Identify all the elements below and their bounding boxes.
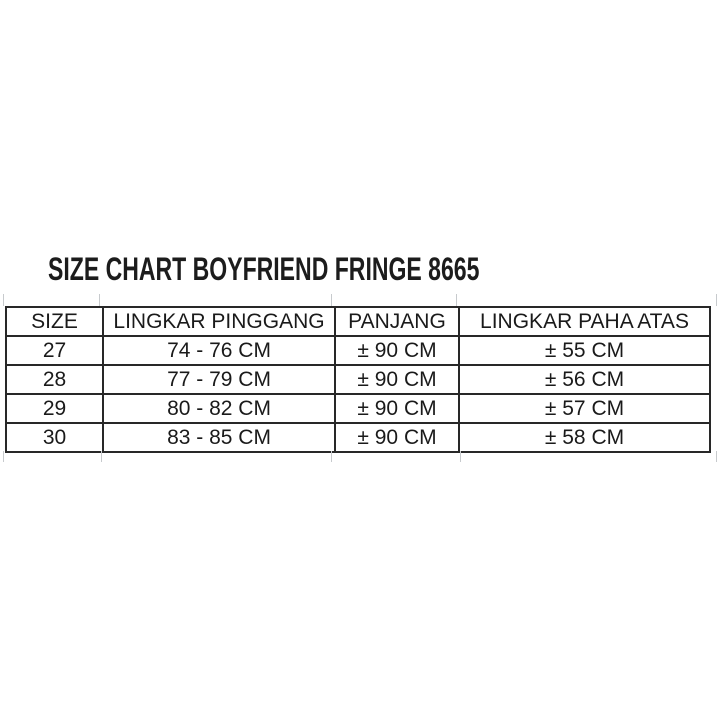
- table-row: [6, 394, 710, 423]
- header-cell-thigh: LINGKAR PAHA ATAS: [459, 307, 710, 336]
- cell-length: ± 90 CM: [335, 394, 459, 423]
- gridline-stub: [99, 294, 100, 306]
- page-title: SIZE CHART BOYFRIEND FRINGE 8665: [48, 251, 480, 287]
- table-row: [6, 423, 710, 452]
- gridline-stub: [460, 451, 461, 462]
- gridline-stub: [716, 451, 717, 462]
- cell-size: 28: [6, 365, 103, 394]
- cell-size: 30: [6, 423, 103, 452]
- cell-length: ± 90 CM: [335, 365, 459, 394]
- header-cell-size: SIZE: [6, 307, 103, 336]
- header-cell-length: PANJANG: [335, 307, 459, 336]
- gridline-stub: [101, 451, 102, 462]
- cell-length: ± 90 CM: [335, 336, 459, 365]
- cell-thigh: ± 57 CM: [459, 394, 710, 423]
- header-row: [6, 307, 710, 336]
- gridline-stub: [331, 451, 332, 462]
- cell-waist: 83 - 85 CM: [103, 423, 335, 452]
- cell-length: ± 90 CM: [335, 423, 459, 452]
- gridline-stub: [3, 294, 4, 306]
- cell-thigh: ± 55 CM: [459, 336, 710, 365]
- gridline-stub: [3, 451, 4, 462]
- table-row: [6, 365, 710, 394]
- size-table: [5, 306, 711, 453]
- gridline-stub: [456, 294, 457, 306]
- gridline-stub: [716, 294, 717, 306]
- cell-waist: 80 - 82 CM: [103, 394, 335, 423]
- cell-size: 27: [6, 336, 103, 365]
- gridline-stub: [331, 294, 332, 306]
- table-row: [6, 336, 710, 365]
- cell-waist: 77 - 79 CM: [103, 365, 335, 394]
- header-cell-waist: LINGKAR PINGGANG: [103, 307, 335, 336]
- cell-waist: 74 - 76 CM: [103, 336, 335, 365]
- cell-thigh: ± 56 CM: [459, 365, 710, 394]
- cell-thigh: ± 58 CM: [459, 423, 710, 452]
- cell-size: 29: [6, 394, 103, 423]
